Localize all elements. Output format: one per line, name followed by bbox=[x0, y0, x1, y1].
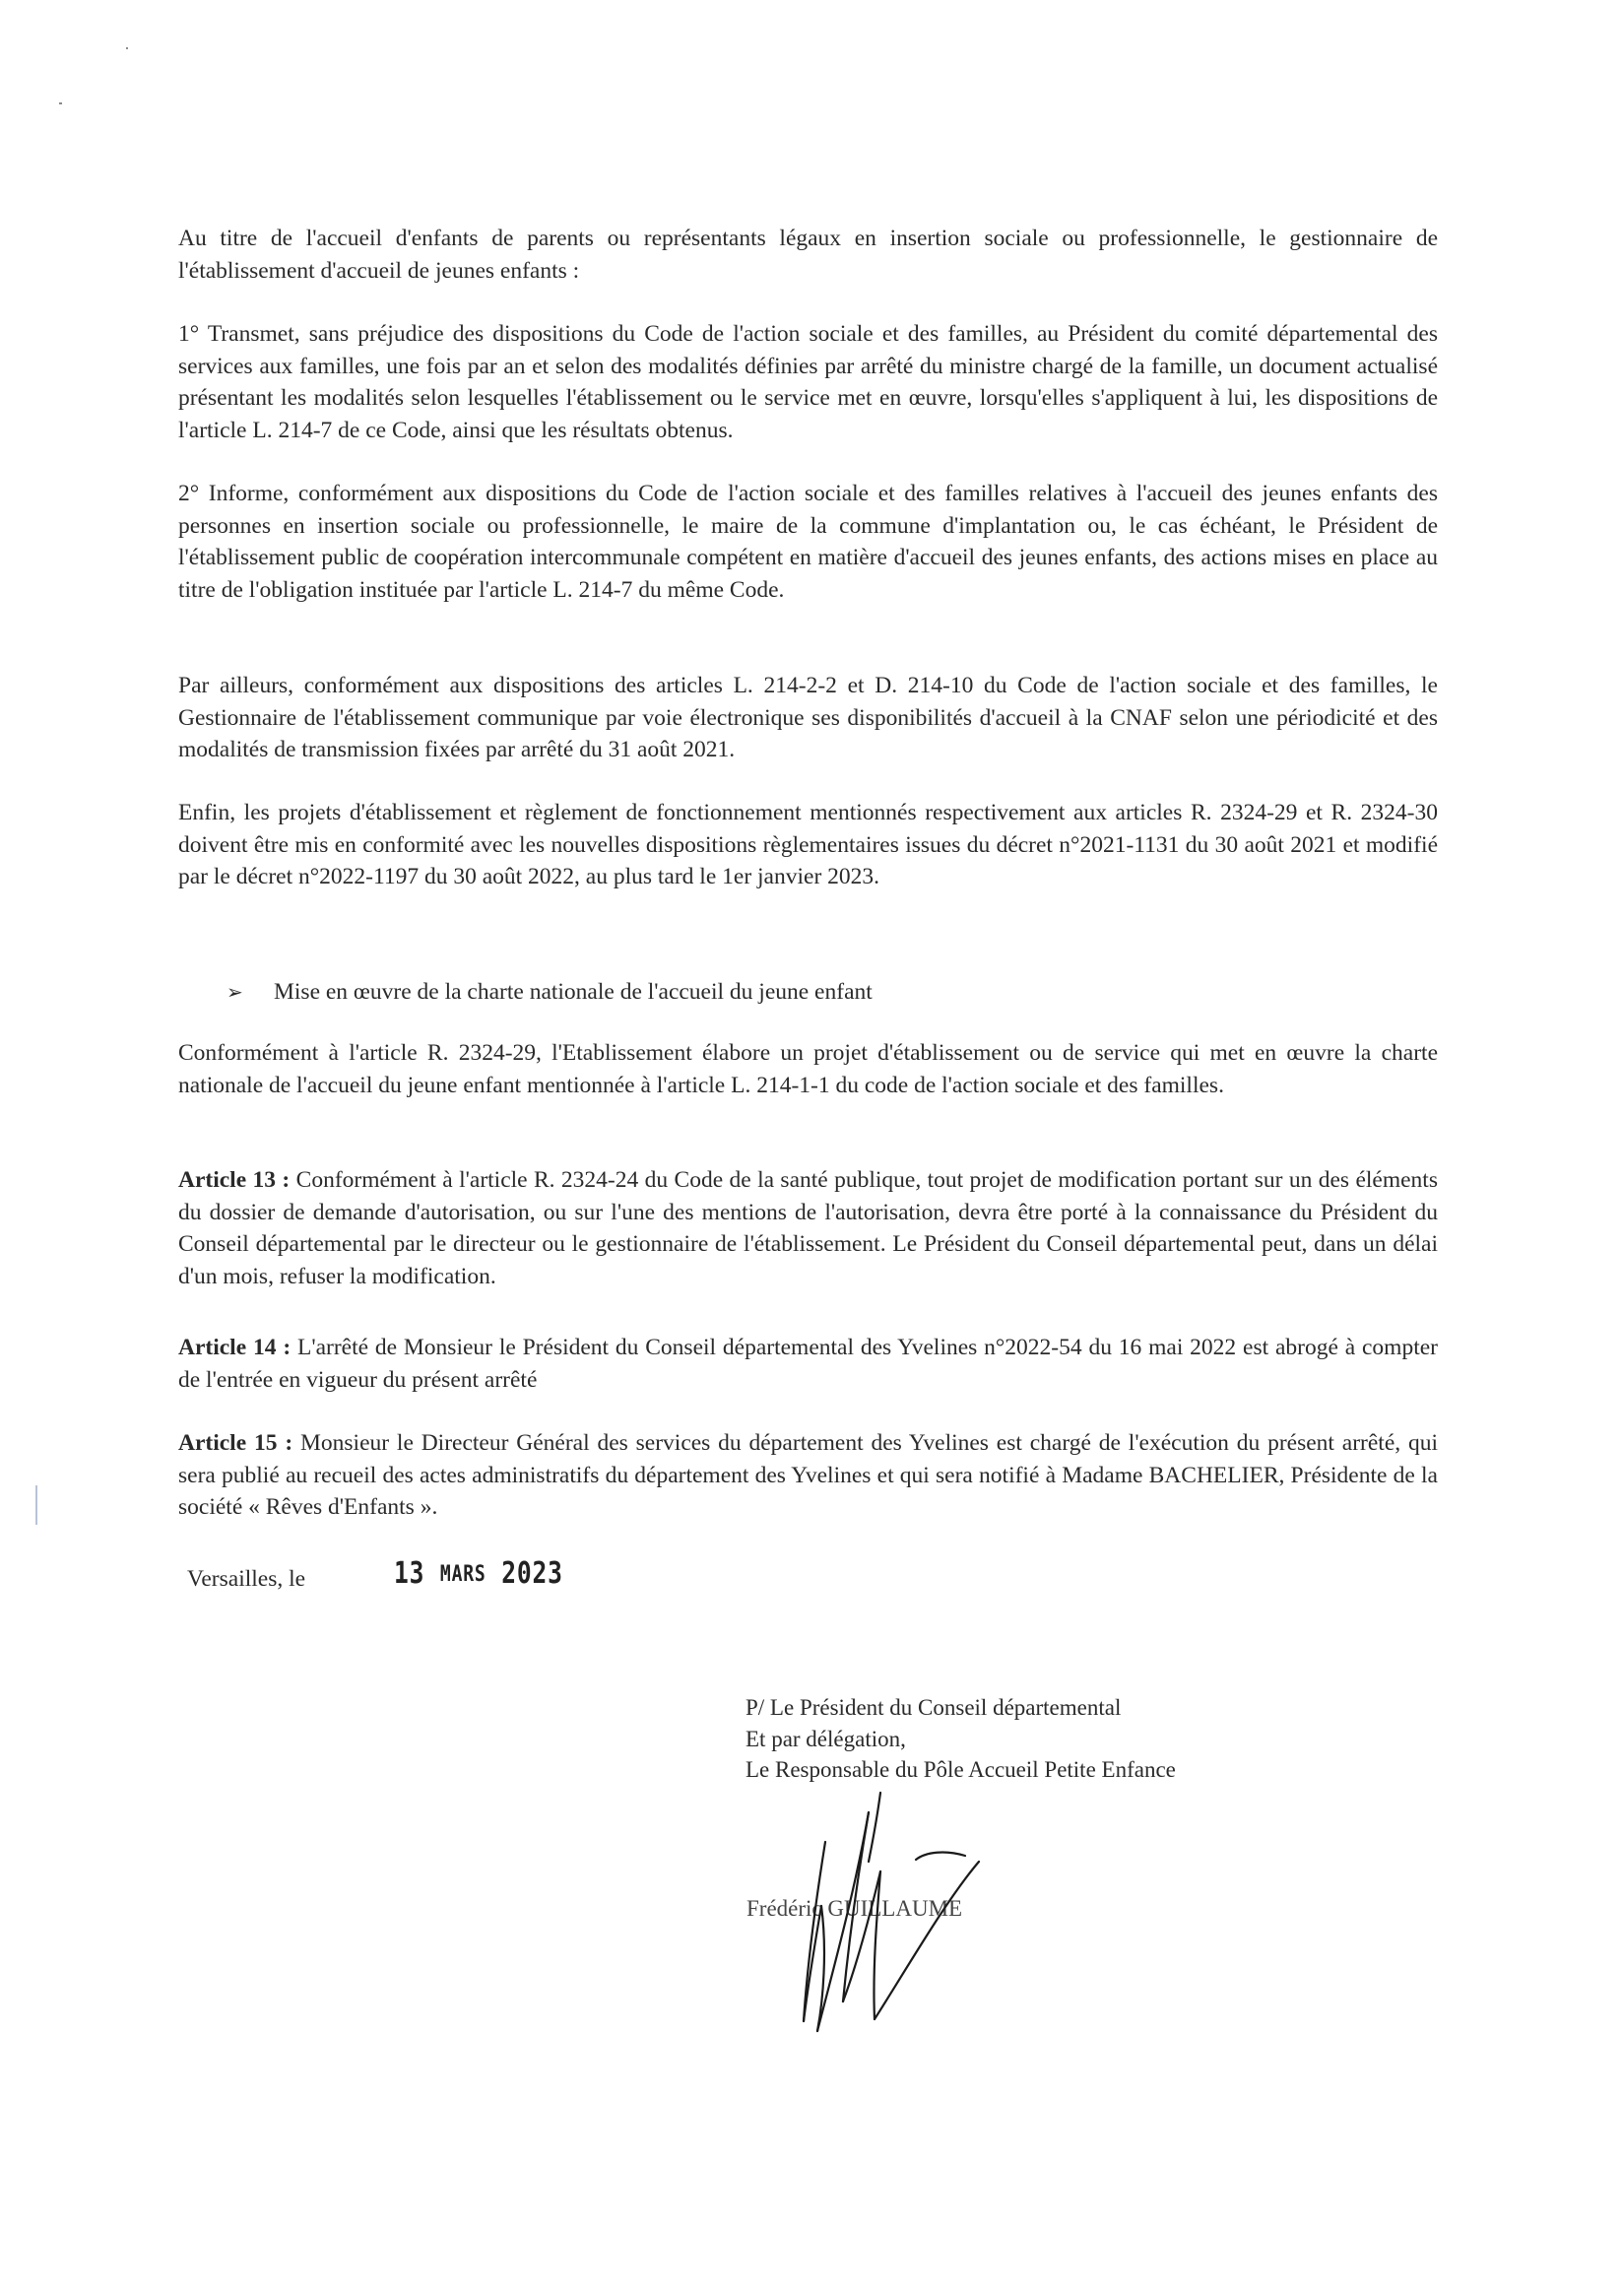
paragraph-conformement: Conformément à l'article R. 2324-29, l'Etablissement élabore un projet d'établissement ou de service qui met en œuvre la charte nationale de l'accueil du jeune enfant mentionnée à l'article L. 214-1-1 du code de l'action sociale et des familles. bbox=[178, 1040, 1438, 1098]
arrow-bullet-icon: ➢ bbox=[227, 980, 243, 1004]
responsable-line: Le Responsable du Pôle Accueil Petite Enfance bbox=[746, 1757, 1176, 1782]
paragraph-informe: 2° Informe, conformément aux dispositions du Code de l'action sociale et des familles relatives à l'accueil des jeunes enfants des personnes en insertion sociale ou professionnelle, le maire de la commune d'implantation ou, le cas échéant, le Président de l'établissement public de coopération intercommunale compétent en matière d'accueil des jeunes enfants, des actions mises en place au titre de l'obligation instituée par l'article L. 214-7 du même Code. bbox=[178, 481, 1438, 603]
paragraph-intro: Au titre de l'accueil d'enfants de parents ou représentants légaux en insertion sociale ou professionnelle, le gestionnaire de l'établissement d'accueil de jeunes enfants : bbox=[178, 226, 1438, 284]
bullet-charte bbox=[227, 976, 873, 1008]
article-13-text: Conformément à l'article R. 2324-24 du Code de la santé publique, tout projet de modification portant sur un des éléments du dossier de demande d'autorisation, ou sur l'une des mentions de l'autorisation, devra être porté à la connaissance du Président du Conseil départemental par le directeur ou le gestionnaire de l'établissement. Le Président du Conseil départemental peut, dans un délai d'un mois, refuser la modification. bbox=[178, 1167, 1438, 1289]
signer-name: Frédéric GUILLAUME bbox=[746, 1896, 963, 1921]
handwritten-signature-icon bbox=[778, 1773, 1034, 2049]
paragraph-par-ailleurs: Par ailleurs, conformément aux dispositions des articles L. 214-2-2 et D. 214-10 du Code de l'action sociale et des familles, le Gestionnaire de l'établissement communique par voie électronique ses disponibilités d'accueil à la CNAF selon une périodicité et des modalités de transmission fixées par arrêté du 31 août 2021. bbox=[178, 673, 1438, 762]
scan-mark bbox=[35, 1485, 37, 1525]
stamp-day: 13 bbox=[394, 1556, 425, 1591]
delegation-line: Et par délégation, bbox=[746, 1726, 906, 1751]
scan-speck bbox=[126, 47, 128, 49]
date-place: Versailles, le bbox=[187, 1566, 306, 1592]
stamp-year: 2023 bbox=[501, 1556, 563, 1591]
signature-block bbox=[746, 1692, 1176, 1786]
article-15 bbox=[178, 1427, 1438, 1524]
signatory-title: P/ Le Président du Conseil départemental bbox=[746, 1695, 1122, 1720]
article-14 bbox=[178, 1332, 1438, 1396]
article-13 bbox=[178, 1164, 1438, 1292]
scan-speck bbox=[59, 102, 62, 104]
article-14-label: Article 14 : bbox=[178, 1335, 292, 1360]
bullet-text: Mise en œuvre de la charte nationale de l'accueil du jeune enfant bbox=[274, 979, 873, 1005]
stamp-month: MARS bbox=[439, 1562, 486, 1587]
paragraph-enfin: Enfin, les projets d'établissement et règlement de fonctionnement mentionnés respectivement aux articles R. 2324-29 et R. 2324-30 doivent être mis en conformité avec les nouvelles dispositions règlementaires issues du décret n°2021-1131 du 30 août 2021 et modifié par le décret n°2022-1197 du 30 août 2022, au plus tard le 1er janvier 2023. bbox=[178, 800, 1438, 889]
article-14-text: L'arrêté de Monsieur le Président du Conseil départemental des Yvelines n°2022-54 du 16 mai 2022 est abrogé à compter de l'entrée en vigueur du présent arrêté bbox=[178, 1335, 1438, 1393]
article-15-text: Monsieur le Directeur Général des services du département des Yvelines est chargé de l'exécution du présent arrêté, qui sera publié au recueil des actes administratifs du département des Yvelines et qui sera notifié à Madame BACHELIER, Présidente de la société « Rêves d'Enfants ». bbox=[178, 1430, 1438, 1520]
article-13-label: Article 13 : bbox=[178, 1167, 291, 1193]
article-15-label: Article 15 : bbox=[178, 1430, 293, 1456]
date-stamp bbox=[394, 1556, 563, 1591]
paragraph-transmet: 1° Transmet, sans préjudice des dispositions du Code de l'action sociale et des familles, au Président du comité départemental des services aux familles, une fois par an et selon des modalités définies par arrêté du ministre chargé de la famille, un document actualisé présentant les modalités selon lesquelles l'établissement ou le service met en œuvre, lorsqu'elles s'appliquent à lui, les dispositions de l'article L. 214-7 de ce Code, ainsi que les résultats obtenus. bbox=[178, 321, 1438, 443]
